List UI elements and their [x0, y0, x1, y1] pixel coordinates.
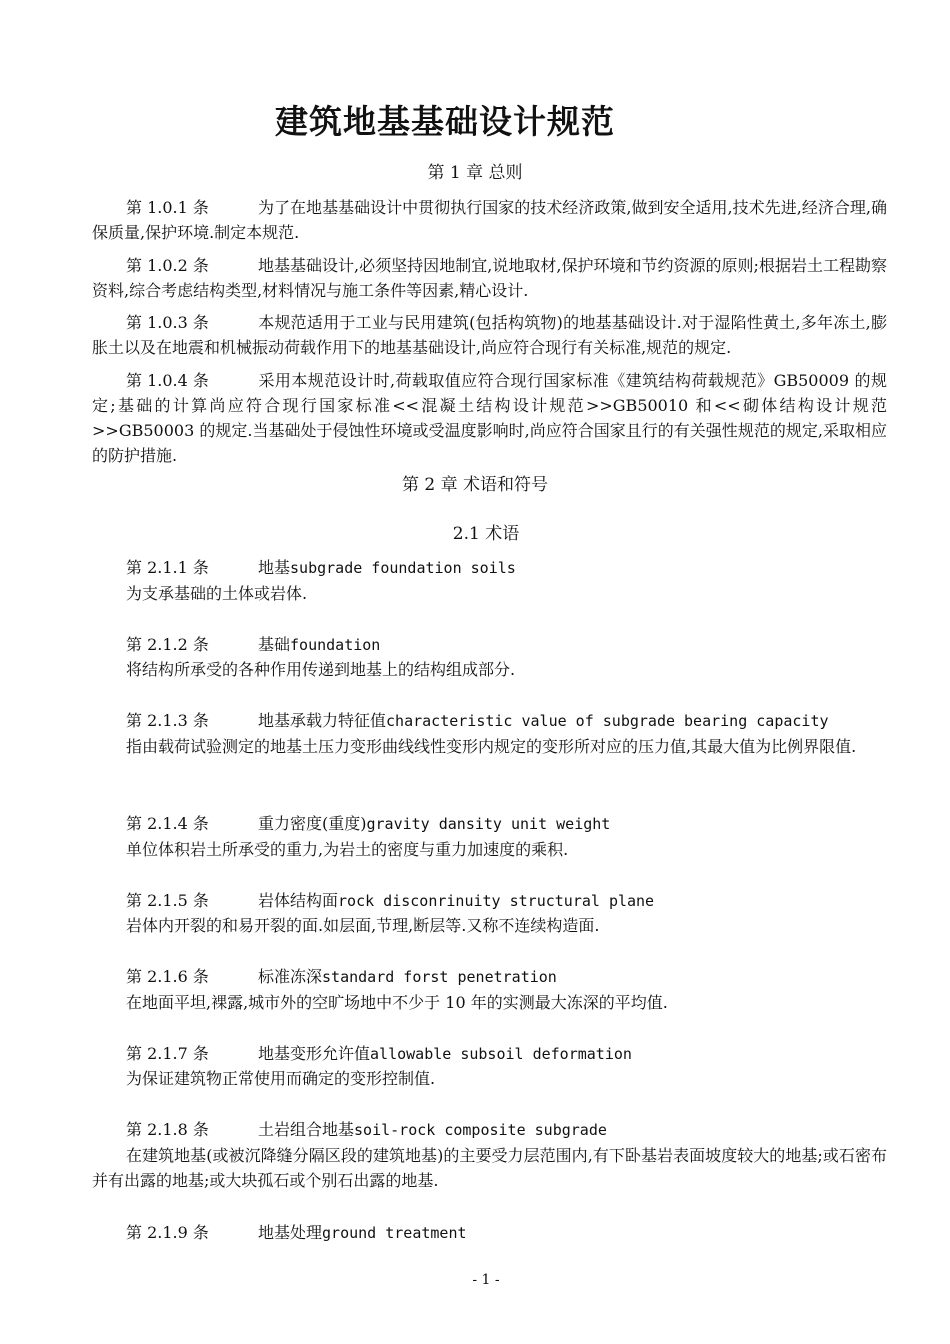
article-1-0-2: [92, 253, 887, 303]
document-title: 建筑地基基础设计规范: [275, 102, 615, 141]
term-name: 地基处理: [258, 1223, 323, 1242]
term-2-1-3: [126, 708, 886, 734]
chapter-2-heading: 第 2 章 术语和符号: [401, 475, 549, 495]
section-2-1-heading: 2.1 术语: [452, 524, 520, 544]
term-definition: 单位体积岩土所承受的重力,为岩土的密度与重力加速度的乘积.: [126, 840, 569, 859]
term-2-1-7: [126, 1041, 886, 1067]
article-number: 第 1.0.3 条: [126, 313, 209, 332]
article-number: 第 2.1.1 条: [126, 558, 209, 577]
term-english: characteristic value of subgrade bearing capacity: [386, 712, 829, 730]
term-definition: 为支承基础的土体或岩体.: [126, 584, 308, 603]
article-1-0-3: [92, 310, 887, 360]
term-definition: 在地面平坦,裸露,城市外的空旷场地中不少于 10 年的实测最大冻深的平均值.: [126, 993, 668, 1012]
term-2-1-5: [126, 888, 886, 914]
term-english: ground treatment: [322, 1224, 467, 1242]
term-english: foundation: [290, 636, 381, 654]
article-number: 第 2.1.8 条: [126, 1120, 209, 1139]
term-definition: 在建筑地基(或被沉降缝分隔区段的建筑地基)的主要受力层范围内,有下卧基岩表面坡度较大的地基;或石密布并有出露的地基;或大块孤石或个别石出露的地基.: [92, 1146, 887, 1190]
term-name: 标准冻深: [258, 967, 323, 986]
term-english: gravity dansity unit weight: [366, 815, 611, 833]
term-definition: 岩体内开裂的和易开裂的面.如层面,节理,断层等.又称不连续构造面.: [126, 916, 600, 935]
article-number: 第 2.1.9 条: [126, 1223, 209, 1242]
term-definition: 将结构所承受的各种作用传递到地基上的结构组成部分.: [126, 660, 516, 679]
term-name: 重力密度(重度): [258, 814, 367, 833]
term-english: allowable subsoil deformation: [370, 1045, 632, 1063]
article-number: 第 2.1.5 条: [126, 891, 209, 910]
term-2-1-4: [126, 811, 886, 837]
article-text: 为了在地基基础设计中贯彻执行国家的技术经济政策,做到安全适用,技术先进,经济合理,确保质量,保护环境.制定本规范.: [92, 198, 887, 242]
article-number: 第 2.1.6 条: [126, 967, 209, 986]
article-text: 本规范适用于工业与民用建筑(包括构筑物)的地基基础设计.对于湿陷性黄土,多年冻土,膨胀土以及在地震和机械振动荷载作用下的地基基础设计,尚应符合现行有关标准,规范的规定.: [92, 313, 887, 357]
term-english: soil-rock composite subgrade: [354, 1121, 607, 1139]
chapter-1-heading: 第 1 章 总则: [427, 163, 523, 183]
term-name: 土岩组合地基: [258, 1120, 355, 1139]
article-number: 第 1.0.4 条: [126, 371, 209, 390]
term-name: 地基承载力特征值: [258, 711, 387, 730]
term-english: standard forst penetration: [322, 968, 557, 986]
term-2-1-8: [126, 1117, 886, 1143]
term-2-1-1: [126, 555, 886, 581]
article-number: 第 1.0.2 条: [126, 256, 209, 275]
term-2-1-2: [126, 632, 886, 658]
term-name: 基础: [258, 635, 291, 654]
term-english: rock disconrinuity structural plane: [338, 892, 655, 910]
article-text: 地基基础设计,必须坚持因地制宜,说地取材,保护环境和节约资源的原则;根据岩土工程勘察资料,综合考虑结构类型,材料情况与施工条件等因素,精心设计.: [92, 256, 887, 300]
term-name: 地基变形允许值: [258, 1044, 371, 1063]
term-name: 地基: [258, 558, 291, 577]
article-number: 第 2.1.3 条: [126, 711, 209, 730]
article-number: 第 2.1.7 条: [126, 1044, 209, 1063]
article-text: 采用本规范设计时,荷载取值应符合现行国家标准《建筑结构荷载规范》GB50009 的规定;基础的计算尚应符合现行国家标准<<混凝土结构设计规范>>GB50010 和<<砌体结构设计规范>>GB50003 的规定.当基础处于侵蚀性环境或受温度影响时,尚应符合国家且行的有关强性规范的规定,采取相应的防护措施.: [92, 371, 887, 465]
term-definition: 为保证建筑物正常使用而确定的变形控制值.: [126, 1069, 436, 1088]
page-number: - 1 -: [472, 1272, 500, 1288]
article-number: 第 2.1.4 条: [126, 814, 209, 833]
term-name: 岩体结构面: [258, 891, 339, 910]
term-2-1-6: [126, 964, 886, 990]
term-definition: 指由载荷试验测定的地基土压力变形曲线线性变形内规定的变形所对应的压力值,其最大值为比例界限值.: [126, 737, 857, 756]
term-2-1-9: [126, 1220, 886, 1246]
article-1-0-1: [92, 195, 887, 245]
term-english: subgrade foundation soils: [290, 559, 516, 577]
article-number: 第 2.1.2 条: [126, 635, 209, 654]
article-number: 第 1.0.1 条: [126, 198, 209, 217]
article-1-0-4: [92, 368, 887, 468]
